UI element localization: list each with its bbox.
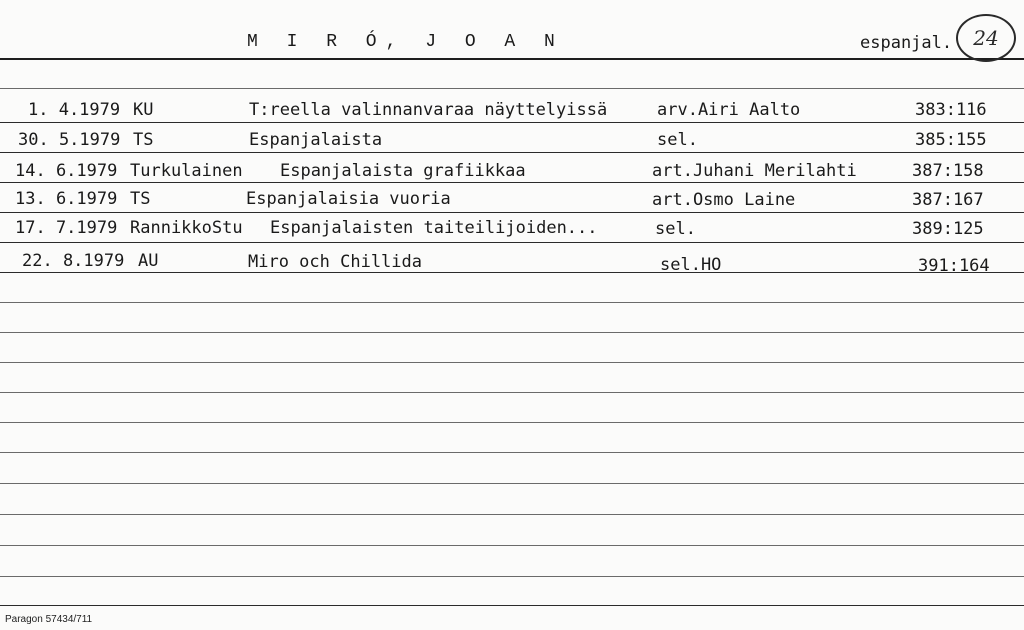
- ruled-line: [0, 242, 1024, 243]
- header-rule: [0, 58, 1024, 60]
- entry-ref: 387:167: [912, 190, 984, 210]
- ruled-line: [0, 452, 1024, 453]
- entry-author: sel.: [655, 219, 696, 239]
- entry-author: sel.HO: [660, 255, 722, 275]
- entry-ref: 387:158: [912, 161, 984, 181]
- artist-name: M I R Ó, J O A N: [247, 32, 564, 52]
- entry-ref: 383:116: [915, 100, 987, 120]
- ruled-line: [0, 332, 1024, 333]
- entry-paper: TS: [130, 189, 151, 209]
- ruled-line: [0, 576, 1024, 577]
- ruled-line: [0, 483, 1024, 484]
- ruled-line: [0, 272, 1024, 273]
- entry-author: arv.Airi Aalto: [657, 100, 801, 120]
- entry-title: T:reella valinnanvaraa näyttelyissä: [249, 100, 608, 120]
- ruled-line: [0, 422, 1024, 423]
- bottom-rule: [0, 605, 1024, 606]
- entry-date: 13. 6.1979: [15, 189, 118, 209]
- ruled-line: [0, 212, 1024, 213]
- ruled-line: [0, 88, 1024, 89]
- ruled-line: [0, 302, 1024, 303]
- entry-title: Espanjalaisia vuoria: [246, 189, 451, 209]
- entry-date: 1. 4.1979: [28, 100, 121, 120]
- ruled-line: [0, 362, 1024, 363]
- entry-date: 14. 6.1979: [15, 161, 118, 181]
- entry-author: sel.: [657, 130, 698, 150]
- entry-author: art.Osmo Laine: [652, 190, 796, 210]
- print-code: Paragon 57434/711: [5, 614, 93, 625]
- entry-ref: 385:155: [915, 130, 987, 150]
- ruled-line: [0, 152, 1024, 153]
- ruled-line: [0, 122, 1024, 123]
- card-number: 24: [956, 14, 1016, 62]
- entry-paper: RannikkoStu: [130, 218, 243, 238]
- entry-date: 30. 5.1979: [18, 130, 121, 150]
- entry-paper: AU: [138, 251, 159, 271]
- ruled-line: [0, 545, 1024, 546]
- ruled-line: [0, 182, 1024, 183]
- entry-title: Miro och Chillida: [248, 252, 422, 272]
- entry-paper: KU: [133, 100, 154, 120]
- entry-date: 22. 8.1979: [22, 251, 125, 271]
- ruled-line: [0, 514, 1024, 515]
- entry-title: Espanjalaista grafiikkaa: [280, 161, 526, 181]
- entry-ref: 389:125: [912, 219, 984, 239]
- entry-paper: Turkulainen: [130, 161, 243, 181]
- entry-title: Espanjalaisten taiteilijoiden...: [270, 218, 598, 238]
- entry-title: Espanjalaista: [249, 130, 383, 150]
- entry-ref: 391:164: [918, 256, 990, 276]
- ruled-line: [0, 392, 1024, 393]
- entry-paper: TS: [133, 130, 154, 150]
- entry-date: 17. 7.1979: [15, 218, 118, 238]
- category-label: espanjal.: [860, 33, 953, 53]
- entry-author: art.Juhani Merilahti: [652, 161, 857, 181]
